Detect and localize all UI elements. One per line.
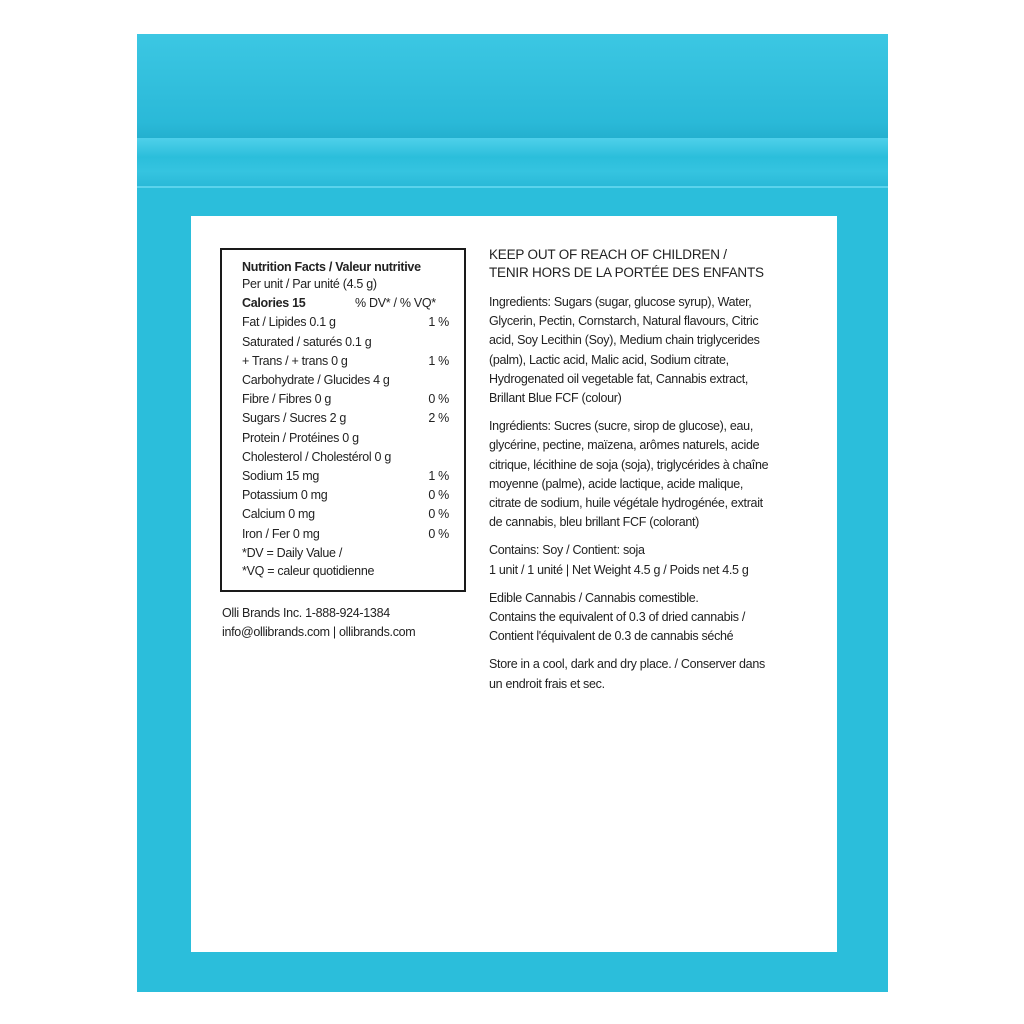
footnote-vq: *VQ = caleur quotidienne xyxy=(242,563,375,578)
company-phone: Olli Brands Inc. 1-888-924-1384 xyxy=(222,606,390,620)
nutrient-dv xyxy=(407,371,449,390)
ingredients-french: Ingrédients: Sucres (sucre, sirop de glucose), eau, glycérine, pectine, maïzena, arômes naturels, acide citrique, lécithine de soja (soja), triglycérides à chaîne moyenne (palme), acide lactique, acide malique, citrate de sodium, huile végétale hydrogénée, extrait de cannabis, bleu brillant FCF (colorant) xyxy=(489,419,769,530)
label-text-column xyxy=(489,246,819,703)
footnote-dv: *DV = Daily Value / xyxy=(242,545,343,560)
calories-label: Calories 15 xyxy=(242,296,306,311)
warning-fr: TENIR HORS DE LA PORTÉE DES ENFANTS xyxy=(489,265,764,280)
company-web: info@ollibrands.com | ollibrands.com xyxy=(222,625,416,639)
company-contact xyxy=(222,604,415,642)
nutrient-row xyxy=(242,448,464,467)
nutrition-title: Nutrition Facts / Valeur nutritive xyxy=(242,260,421,274)
edible-cannabis-statement: Edible Cannabis / Cannabis comestible. Contains the equivalent of 0.3 of dried cannabis / Contient l'équivalent de 0.3 de cannabis séché xyxy=(489,590,746,644)
nutrient-name: Saturated / saturés 0.1 g xyxy=(242,334,372,349)
zip-seal-edge xyxy=(137,186,888,188)
nutrient-row xyxy=(242,371,464,390)
nutrient-dv: 1 % xyxy=(428,315,449,330)
nutrient-row xyxy=(242,505,464,524)
zip-seal xyxy=(137,138,888,186)
nutrient-dv: 0 % xyxy=(428,488,449,503)
nutrient-name: Sodium 15 mg xyxy=(242,469,319,484)
pouch-top-panel xyxy=(137,34,888,138)
nutrient-dv xyxy=(407,448,449,467)
calories-row xyxy=(242,294,464,313)
nutrient-row xyxy=(242,409,464,428)
nutrient-rows xyxy=(242,313,464,543)
nutrient-dv: 0 % xyxy=(428,507,449,522)
dv-header: % DV* / % VQ* xyxy=(355,296,436,311)
nutrient-dv: 1 % xyxy=(428,353,449,368)
nutrient-dv xyxy=(407,333,449,352)
nutrient-name: Fibre / Fibres 0 g xyxy=(242,392,332,407)
warning-en: KEEP OUT OF REACH OF CHILDREN / xyxy=(489,247,727,262)
nutrient-name: Protein / Protéines 0 g xyxy=(242,430,359,445)
nutrient-row xyxy=(242,429,464,448)
nutrient-row xyxy=(242,486,464,505)
nutrient-dv xyxy=(407,429,449,448)
per-unit-label: Per unit / Par unité (4.5 g) xyxy=(242,277,377,291)
nutrient-name: + Trans / + trans 0 g xyxy=(242,353,348,368)
nutrient-dv: 2 % xyxy=(428,411,449,426)
child-warning xyxy=(489,246,819,282)
nutrient-row xyxy=(242,525,464,544)
nutrient-name: Carbohydrate / Glucides 4 g xyxy=(242,373,390,388)
nutrient-name: Potassium 0 mg xyxy=(242,488,328,503)
nutrient-name: Fat / Lipides 0.1 g xyxy=(242,315,336,330)
nutrient-dv: 0 % xyxy=(428,526,449,541)
nutrient-row xyxy=(242,333,464,352)
nutrient-name: Cholesterol / Cholestérol 0 g xyxy=(242,449,392,464)
allergen-and-weight: Contains: Soy / Contient: soja 1 unit / 1 unité | Net Weight 4.5 g / Poids net 4.5 g xyxy=(489,543,749,577)
nutrient-dv: 0 % xyxy=(428,392,449,407)
nutrient-row xyxy=(242,352,464,371)
nutrition-facts-table xyxy=(220,248,466,592)
nutrient-name: Calcium 0 mg xyxy=(242,507,315,522)
nutrient-row xyxy=(242,390,464,409)
ingredients-english: Ingredients: Sugars (sugar, glucose syrup), Water, Glycerin, Pectin, Cornstarch, Natural flavours, Citric acid, Soy Lecithin (Soy), Medium chain triglycerides (palm), Lactic acid, Malic acid, Sodium citrate, Hydrogenated oil vegetable fat, Cannabis extract, Brillant Blue FCF (colour) xyxy=(489,295,760,406)
nutrient-name: Sugars / Sucres 2 g xyxy=(242,411,347,426)
nutrient-row xyxy=(242,467,464,486)
nutrient-name: Iron / Fer 0 mg xyxy=(242,526,320,541)
per-unit-row xyxy=(242,275,464,294)
nutrient-dv: 1 % xyxy=(428,469,449,484)
nutrient-row xyxy=(242,313,464,332)
storage-instructions: Store in a cool, dark and dry place. / Conserver dans un endroit frais et sec. xyxy=(489,657,765,691)
